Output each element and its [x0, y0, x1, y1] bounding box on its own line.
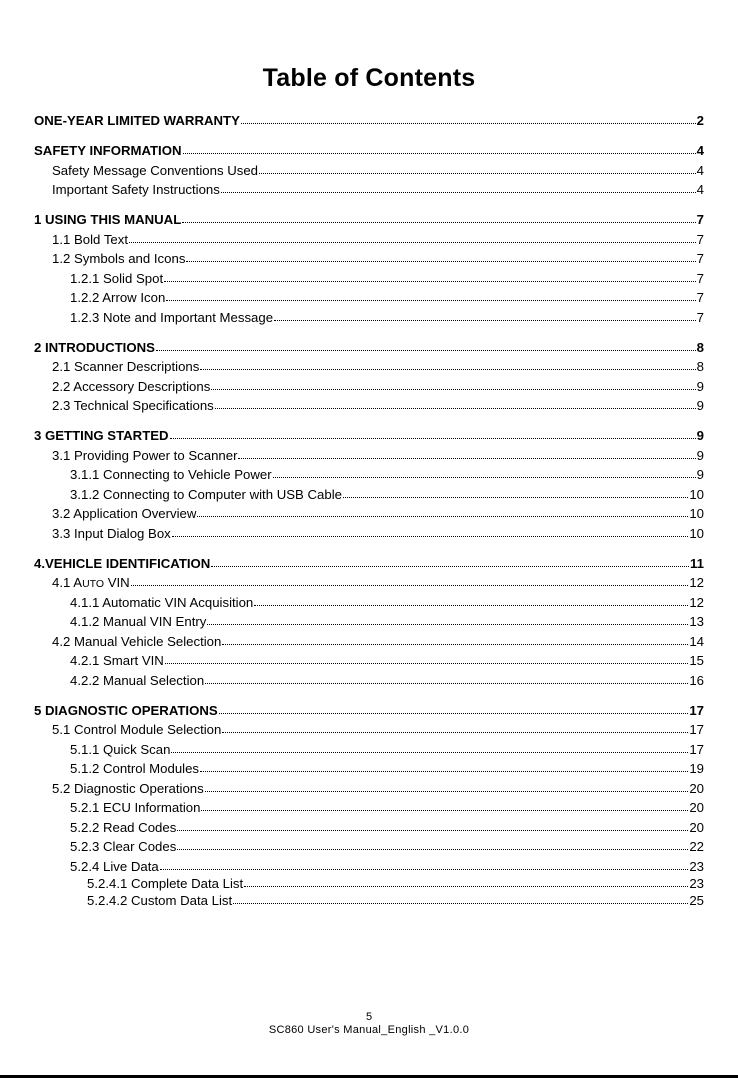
toc-entry-label: 4.2.1 Smart VIN	[70, 653, 164, 668]
toc-entry-label: 2 INTRODUCTIONS	[34, 340, 155, 355]
toc-leader-dots	[172, 522, 689, 537]
toc-leader-dots	[164, 267, 696, 282]
toc-leader-dots	[233, 889, 688, 904]
toc-entry[interactable]	[52, 523, 704, 541]
toc-entry-label: 5.2.3 Clear Codes	[70, 839, 177, 854]
toc-page-number: 15	[689, 653, 704, 668]
toc-section-entry[interactable]	[34, 425, 704, 443]
toc-leader-dots	[254, 591, 688, 606]
toc-leader-dots	[129, 228, 696, 243]
toc-entry[interactable]	[52, 719, 704, 737]
toc-page-number: 10	[689, 526, 704, 541]
toc-page-number: 14	[689, 634, 704, 649]
toc-leader-dots	[170, 424, 696, 439]
toc-leader-dots	[222, 718, 688, 733]
toc-entry[interactable]	[70, 670, 704, 688]
toc-page-number: 20	[689, 800, 704, 815]
toc-page-number: 7	[696, 212, 704, 227]
toc-page-number: 9	[696, 428, 704, 443]
toc-entry-label: 4.VEHICLE IDENTIFICATION	[34, 556, 211, 571]
toc-leader-dots	[343, 483, 688, 498]
toc-entry-label: 2.1 Scanner Descriptions	[52, 359, 200, 374]
toc-page-number: 17	[689, 722, 704, 737]
toc-entry-label: 4.2 Manual Vehicle Selection	[52, 634, 222, 649]
toc-entry-label: 3 GETTING STARTED	[34, 428, 169, 443]
footer-manual-title: SC860 User's Manual_English _V1.0.0	[268, 1024, 470, 1036]
toc-entry[interactable]	[87, 890, 704, 908]
toc-leader-dots	[197, 502, 688, 517]
toc-entry-label: 5.1 Control Module Selection	[52, 722, 222, 737]
toc-page-number: 20	[689, 820, 704, 835]
toc-entry-label: ONE-YEAR LIMITED WARRANTY	[34, 113, 240, 128]
toc-leader-dots	[244, 872, 688, 887]
toc-entry[interactable]	[52, 376, 704, 394]
toc-entry-label: 3.3 Input Dialog Box	[52, 526, 171, 541]
toc-page-number: 9	[696, 379, 704, 394]
toc-entry-label: 4.1 AUTO VIN	[52, 575, 130, 590]
toc-entry-label: 1.2.3 Note and Important Message	[70, 310, 274, 325]
toc-leader-dots	[156, 336, 696, 351]
toc-entry-label: 1.2.1 Solid Spot	[70, 271, 164, 286]
toc-leader-dots	[211, 375, 695, 390]
toc-entry-label: 5.2.4.2 Custom Data List	[87, 893, 233, 908]
toc-entry-label: 1.1 Bold Text	[52, 232, 129, 247]
toc-leader-dots	[165, 649, 689, 664]
toc-entry[interactable]	[70, 611, 704, 629]
toc-leader-dots	[238, 444, 695, 459]
toc-entry-label: 5.2.4.1 Complete Data List	[87, 876, 244, 891]
toc-page-number: 17	[689, 703, 704, 718]
page-title: Table of Contents	[262, 64, 476, 92]
toc-page-number: 12	[689, 595, 704, 610]
toc-leader-dots	[211, 552, 689, 567]
toc-leader-dots	[182, 208, 695, 223]
toc-leader-dots	[221, 178, 696, 193]
toc-page-number: 4	[696, 163, 704, 178]
toc-leader-dots	[215, 394, 696, 409]
toc-page-number: 7	[696, 251, 704, 266]
toc-entry[interactable]	[52, 179, 704, 197]
toc-entry-label: 5.2.2 Read Codes	[70, 820, 177, 835]
toc-entry[interactable]	[70, 650, 704, 668]
toc-entry[interactable]	[52, 248, 704, 266]
toc-entry-label: 5.1.1 Quick Scan	[70, 742, 171, 757]
toc-page-number: 16	[689, 673, 704, 688]
toc-page-number: 4	[696, 143, 704, 158]
toc-entry[interactable]	[52, 356, 704, 374]
toc-page-number: 7	[696, 232, 704, 247]
toc-page-number: 12	[689, 575, 704, 590]
toc-entry-label: 1.2 Symbols and Icons	[52, 251, 186, 266]
toc-leader-dots	[186, 247, 695, 262]
toc-page-number: 8	[696, 340, 704, 355]
toc-entry-label: 2.3 Technical Specifications	[52, 398, 214, 413]
toc-page-number: 4	[696, 182, 704, 197]
toc-entry[interactable]	[52, 631, 704, 649]
toc-leader-dots	[160, 855, 689, 870]
toc-page-number: 8	[696, 359, 704, 374]
toc-page-number: 23	[689, 859, 704, 874]
toc-leader-dots	[171, 738, 688, 753]
toc-page-number: 20	[689, 781, 704, 796]
toc-page-number: 7	[696, 271, 704, 286]
toc-leader-dots	[205, 669, 688, 684]
toc-entry[interactable]	[70, 484, 704, 502]
toc-leader-dots	[177, 835, 688, 850]
toc-entry[interactable]	[52, 572, 704, 590]
toc-page-number: 19	[689, 761, 704, 776]
toc-entry-label: Important Safety Instructions	[52, 182, 220, 197]
toc-section-entry[interactable]	[34, 700, 704, 718]
toc-section-entry[interactable]	[34, 110, 704, 128]
toc-page-number: 7	[696, 310, 704, 325]
toc-entry-label: 3.1 Providing Power to Scanner	[52, 448, 238, 463]
toc-page-number: 25	[689, 893, 704, 908]
toc-leader-dots	[177, 816, 688, 831]
toc-leader-dots	[274, 306, 696, 321]
toc-entry-label: 1 USING THIS MANUAL	[34, 212, 182, 227]
toc-entry-label: 4.1.2 Manual VIN Entry	[70, 614, 207, 629]
toc-leader-dots	[241, 109, 696, 124]
toc-entry[interactable]	[70, 817, 704, 835]
toc-page-number: 9	[696, 467, 704, 482]
toc-leader-dots	[222, 630, 688, 645]
toc-section-entry[interactable]	[34, 209, 704, 227]
toc-leader-dots	[205, 777, 689, 792]
toc-entry-label: 2.2 Accessory Descriptions	[52, 379, 211, 394]
toc-entry[interactable]	[70, 758, 704, 776]
toc-section-entry[interactable]	[34, 553, 704, 571]
toc-leader-dots	[200, 355, 695, 370]
toc-entry[interactable]	[70, 287, 704, 305]
toc-page-number: 9	[696, 398, 704, 413]
toc-entry[interactable]	[70, 268, 704, 286]
toc-page-number: 2	[696, 113, 704, 128]
toc-entry-label: 4.1.1 Automatic VIN Acquisition	[70, 595, 254, 610]
toc-page-number: 10	[689, 487, 704, 502]
toc-entry-label: 3.1.2 Connecting to Computer with USB Cable	[70, 487, 342, 502]
toc-entry-label: 5.2 Diagnostic Operations	[52, 781, 204, 796]
toc-page-number: 23	[689, 876, 704, 891]
toc-entry-label: 1.2.2 Arrow Icon	[70, 290, 166, 305]
toc-entry[interactable]	[52, 229, 704, 247]
toc-entry-label: Safety Message Conventions Used	[52, 163, 258, 178]
toc-leader-dots	[219, 699, 689, 714]
toc-entry-label: 3.1.1 Connecting to Vehicle Power	[70, 467, 272, 482]
toc-page-number: 9	[696, 448, 704, 463]
toc-entry[interactable]	[70, 836, 704, 854]
toc-entry-label: 4.2.2 Manual Selection	[70, 673, 205, 688]
toc-entry[interactable]	[70, 464, 704, 482]
toc-entry-label: 5.2.4 Live Data	[70, 859, 159, 874]
toc-leader-dots	[166, 286, 695, 301]
toc-entry-label: 3.2 Application Overview	[52, 506, 197, 521]
toc-entry[interactable]	[52, 160, 704, 178]
toc-entry-label: SAFETY INFORMATION	[34, 143, 182, 158]
toc-page-number: 10	[689, 506, 704, 521]
toc-page-number: 13	[689, 614, 704, 629]
toc-entry-label: 5 DIAGNOSTIC OPERATIONS	[34, 703, 218, 718]
toc-section-entry[interactable]	[34, 337, 704, 355]
toc-entry[interactable]	[52, 445, 704, 463]
page-number: 5	[365, 1011, 373, 1023]
toc-entry[interactable]	[70, 307, 704, 325]
toc-leader-dots	[201, 796, 688, 811]
toc-entry-label: 5.1.2 Control Modules	[70, 761, 200, 776]
toc-leader-dots	[259, 159, 696, 174]
toc-entry[interactable]	[70, 739, 704, 757]
toc-leader-dots	[131, 571, 689, 586]
toc-leader-dots	[207, 610, 688, 625]
toc-page-number: 7	[696, 290, 704, 305]
toc-entry-label: 5.2.1 ECU Information	[70, 800, 201, 815]
toc-page-number: 22	[689, 839, 704, 854]
toc-entry[interactable]	[52, 778, 704, 796]
toc-leader-dots	[183, 139, 696, 154]
toc-leader-dots	[273, 463, 696, 478]
toc-entry[interactable]	[70, 592, 704, 610]
toc-section-entry[interactable]	[34, 140, 704, 158]
toc-entry[interactable]	[52, 395, 704, 413]
toc-page-number: 17	[689, 742, 704, 757]
toc-leader-dots	[200, 757, 688, 772]
toc-page-number: 11	[690, 556, 704, 571]
toc-entry[interactable]	[52, 503, 704, 521]
toc-entry[interactable]	[70, 797, 704, 815]
